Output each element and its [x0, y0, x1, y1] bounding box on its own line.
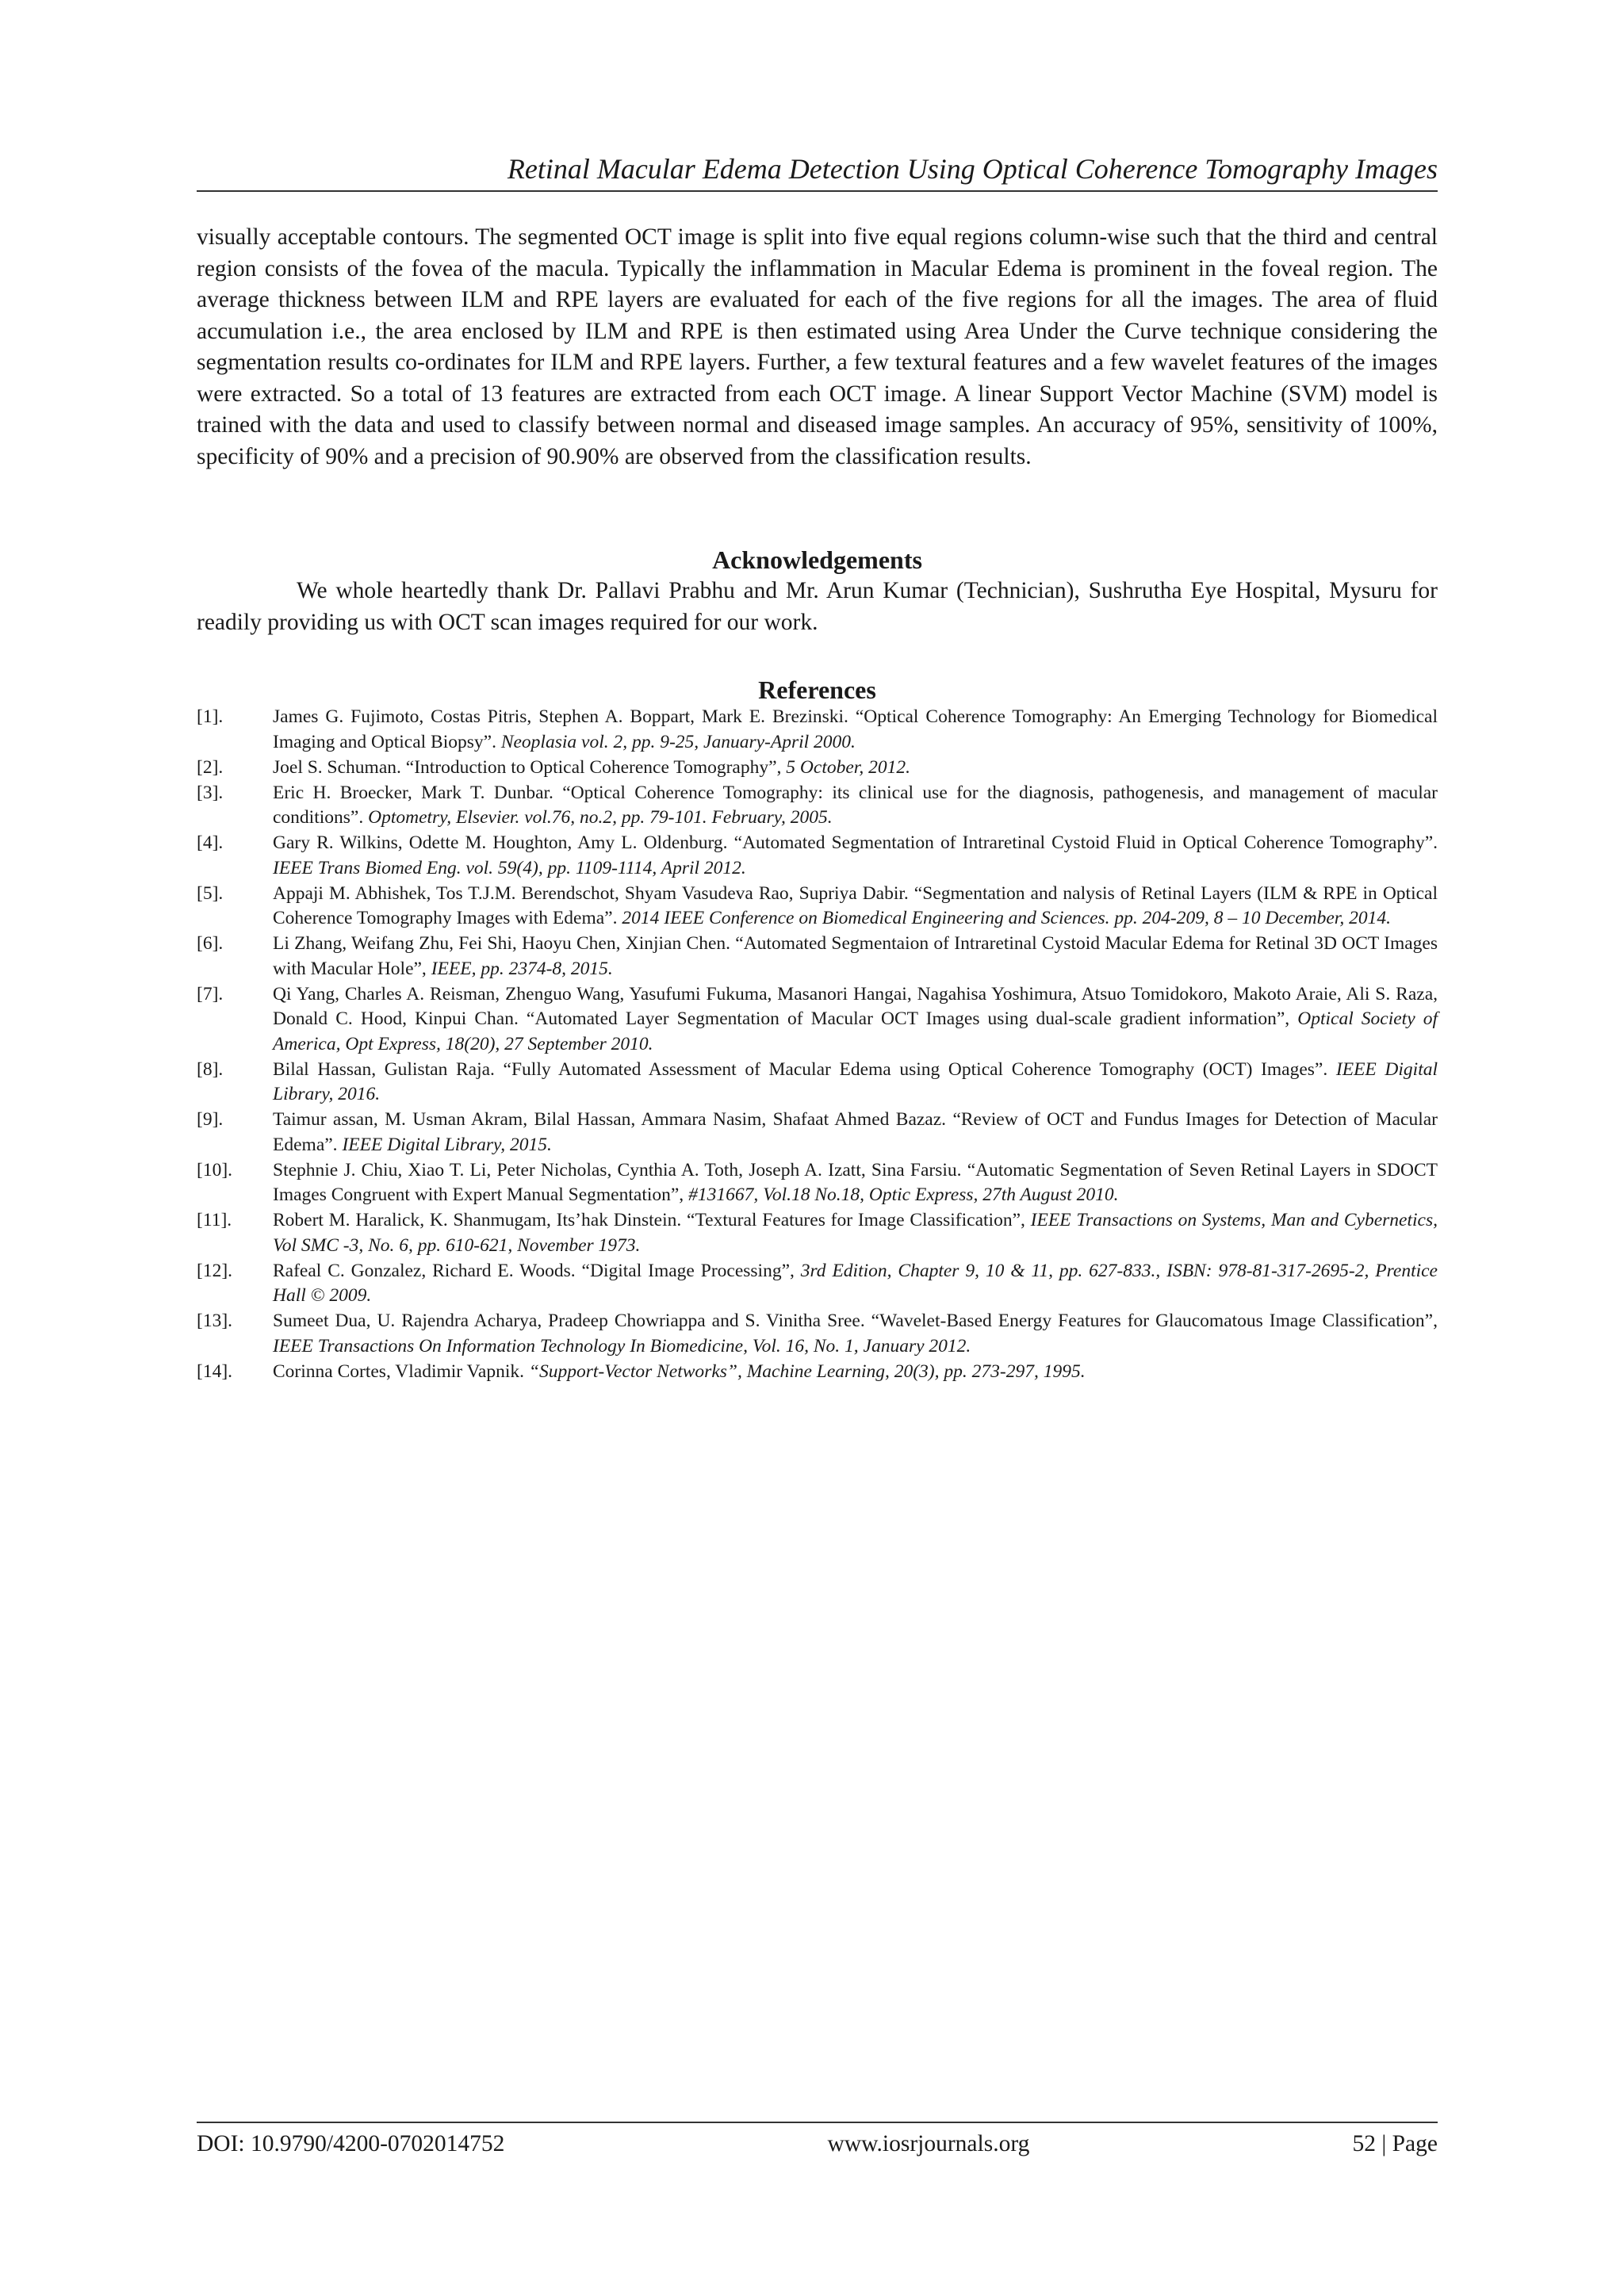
reference-body [273, 831, 1438, 881]
reference-number: [13]. [197, 1311, 233, 1331]
reference-item [197, 1158, 1438, 1208]
reference-number: [9]. [197, 1109, 224, 1130]
reference-number: [5]. [197, 882, 224, 904]
reference-text: Corinna Cortes, Vladimir Vapnik. [273, 1360, 529, 1382]
running-header: Retinal Macular Edema Detection Using Optical Coherence Tomography Images [197, 152, 1438, 192]
reference-source: 5 October, 2012. [786, 756, 910, 778]
body-paragraph: visually acceptable contours. The segmented OCT image is split into five equal regions column-wise such that the third and central region consists of the fovea of the macula. Typically the inflammation in Macular Edema is prominent in the foveal region. The average thickness between ILM and RPE layers are evaluated for each of the five regions for all the images. The area of fluid accumulation i.e., the area enclosed by ILM and RPE is then estimated using Area Under the Curve technique considering the segmentation results co-ordinates for ILM and RPE layers. Further, a few textural features and a few wavelet features of the images were extracted. So a total of 13 features are extracted from each OCT image. A linear Support Vector Machine (SVM) model is trained with the data and used to classify between normal and diseased image samples. An accuracy of 95%, sensitivity of 100%, specificity of 90% and a precision of 90.90% are observed from the classification results. [197, 224, 1438, 469]
reference-body [273, 882, 1438, 932]
reference-item [197, 756, 1438, 781]
reference-number: [1]. [197, 706, 224, 727]
reference-source: 2014 IEEE Conference on Biomedical Engineering and Sciences. pp. 204-209, 8 – 10 December, 2014. [622, 908, 1391, 928]
reference-source: IEEE Transactions on Systems, Man and Cybernetics, Vol SMC -3, No. 6, pp. 610-621, November 1973. [273, 1210, 1438, 1256]
reference-text: Bilal Hassan, Gulistan Raja. “Fully Automated Assessment of Macular Edema using Optical Coherence Tomography (OCT) Images”. [273, 1058, 1336, 1080]
reference-number: [8]. [197, 1058, 224, 1080]
reference-number: [6]. [197, 933, 224, 954]
body-paragraph-container [197, 222, 1438, 473]
reference-body [273, 1058, 1438, 1108]
reference-body [273, 932, 1438, 982]
reference-item [197, 1309, 1438, 1359]
reference-source: Optical Society of America, Opt Express, 18(20), 27 September 2010. [273, 1008, 1438, 1054]
reference-body [273, 781, 1438, 831]
reference-number: [4]. [197, 832, 224, 853]
reference-source: Optometry, Elsevier. vol.76, no.2, pp. 79-101. February, 2005. [368, 807, 833, 828]
acknowledgements-text: We whole heartedly thank Dr. Pallavi Prabhu and Mr. Arun Kumar (Technician), Sushrutha Eye Hospital, Mysuru for readily providing us with OCT scan images required for our work. [197, 578, 1438, 635]
reference-text: Li Zhang, Weifang Zhu, Fei Shi, Haoyu Chen, Xinjian Chen. “Automated Segmentaion of Intraretinal Cystoid Macular Edema for Retinal 3D OCT Images with Macular Hole”, [273, 933, 1438, 979]
reference-number: [7]. [197, 983, 224, 1004]
reference-item [197, 932, 1438, 982]
reference-text: Stephnie J. Chiu, Xiao T. Li, Peter Nicholas, Cynthia A. Toth, Joseph A. Izatt, Sina Farsiu. “Automatic Segmentation of Seven Retinal Layers in SDOCT Images Congruent with Expert Manual Segmentation”, [273, 1159, 1438, 1205]
page-footer [197, 2122, 1438, 2158]
reference-text: James G. Fujimoto, Costas Pitris, Stephen A. Boppart, Mark E. Brezinski. “Optical Coherence Tomography: An Emerging Technology for Biomedical Imaging and Optical Biopsy”. [273, 706, 1438, 752]
references-heading: References [758, 675, 876, 704]
reference-body [273, 1259, 1438, 1309]
reference-item [197, 882, 1438, 932]
reference-item [197, 831, 1438, 881]
reference-source: IEEE, pp. 2374-8, 2015. [431, 958, 613, 979]
footer-doi: DOI: 10.9790/4200-0702014752 [197, 2131, 505, 2156]
reference-source: IEEE Transactions On Information Technology In Biomedicine, Vol. 16, No. 1, January 2012. [273, 1335, 971, 1357]
reference-number: [12]. [197, 1260, 233, 1281]
reference-item [197, 1208, 1438, 1258]
reference-item [197, 1259, 1438, 1309]
reference-item [197, 1360, 1438, 1385]
reference-number: [11]. [197, 1210, 232, 1230]
acknowledgements-heading: Acknowledgements [712, 545, 922, 574]
reference-body [273, 1108, 1438, 1158]
reference-body [273, 1360, 1438, 1385]
reference-number: [10]. [197, 1159, 233, 1181]
reference-body [273, 1208, 1438, 1258]
reference-body [273, 756, 1438, 781]
reference-item [197, 705, 1438, 755]
reference-source: “Support-Vector Networks”, Machine Learning, 20(3), pp. 273-297, 1995. [528, 1360, 1086, 1382]
reference-text: Robert M. Haralick, K. Shanmugam, Its’hak Dinstein. “Textural Features for Image Classification”, [273, 1210, 1031, 1230]
footer-page-number: 52 | Page [1352, 2131, 1438, 2156]
reference-text: Sumeet Dua, U. Rajendra Acharya, Pradeep Chowriappa and S. Vinitha Sree. “Wavelet-Based Energy Features for Glaucomatous Image Classification”, [273, 1311, 1438, 1331]
reference-source: IEEE Trans Biomed Eng. vol. 59(4), pp. 1109-1114, April 2012. [273, 857, 746, 878]
reference-source: #131667, Vol.18 No.18, Optic Express, 27th August 2010. [688, 1184, 1119, 1205]
reference-source: IEEE Digital Library, 2015. [342, 1134, 552, 1155]
reference-item [197, 1058, 1438, 1108]
reference-text: Rafeal C. Gonzalez, Richard E. Woods. “Digital Image Processing”, [273, 1260, 801, 1281]
reference-item [197, 781, 1438, 831]
footer-site: www.iosrjournals.org [827, 2131, 1030, 2156]
reference-item [197, 982, 1438, 1058]
reference-body [273, 1158, 1438, 1208]
references-list [197, 705, 1438, 1385]
reference-source: Neoplasia vol. 2, pp. 9-25, January-April 2000. [500, 731, 856, 752]
reference-text: Gary R. Wilkins, Odette M. Houghton, Amy L. Oldenburg. “Automated Segmentation of Intraretinal Cystoid Fluid in Optical Coherence Tomography”. [273, 832, 1438, 853]
reference-body [273, 705, 1438, 755]
reference-text: Appaji M. Abhishek, Tos T.J.M. Berendschot, Shyam Vasudeva Rao, Supriya Dabir. “Segmentation and nalysis of Retinal Layers (ILM & RPE in Optical Coherence Tomography Images with Edema”. [273, 882, 1438, 928]
reference-number: [2]. [197, 756, 224, 778]
reference-text: Joel S. Schuman. “Introduction to Optical Coherence Tomography”, [273, 756, 787, 778]
reference-source: IEEE Digital Library, 2016. [273, 1058, 1438, 1104]
reference-source: 3rd Edition, Chapter 9, 10 & 11, pp. 627-833., ISBN: 978-81-317-2695-2, Prentice Hall © 2009. [273, 1260, 1438, 1306]
reference-body [273, 982, 1438, 1058]
reference-body [273, 1309, 1438, 1359]
reference-text: Qi Yang, Charles A. Reisman, Zhenguo Wang, Yasufumi Fukuma, Masanori Hangai, Nagahisa Yoshimura, Atsuo Tomidokoro, Makoto Araie, Ali S. Raza, Donald C. Hood, Kinpui Chan. “Automated Layer Segmentation of Macular OCT Images using dual-scale gradient information”, [273, 983, 1438, 1029]
reference-text: Eric H. Broecker, Mark T. Dunbar. “Optical Coherence Tomography: its clinical use for the diagnosis, pathogenesis, and management of macular conditions”. [273, 782, 1438, 828]
reference-number: [14]. [197, 1360, 233, 1382]
reference-number: [3]. [197, 782, 224, 803]
reference-text: Taimur assan, M. Usman Akram, Bilal Hassan, Ammara Nasim, Shafaat Ahmed Bazaz. “Review of OCT and Fundus Images for Detection of Macular Edema”. [273, 1109, 1438, 1155]
paper-page [197, 0, 1438, 2296]
reference-item [197, 1108, 1438, 1158]
